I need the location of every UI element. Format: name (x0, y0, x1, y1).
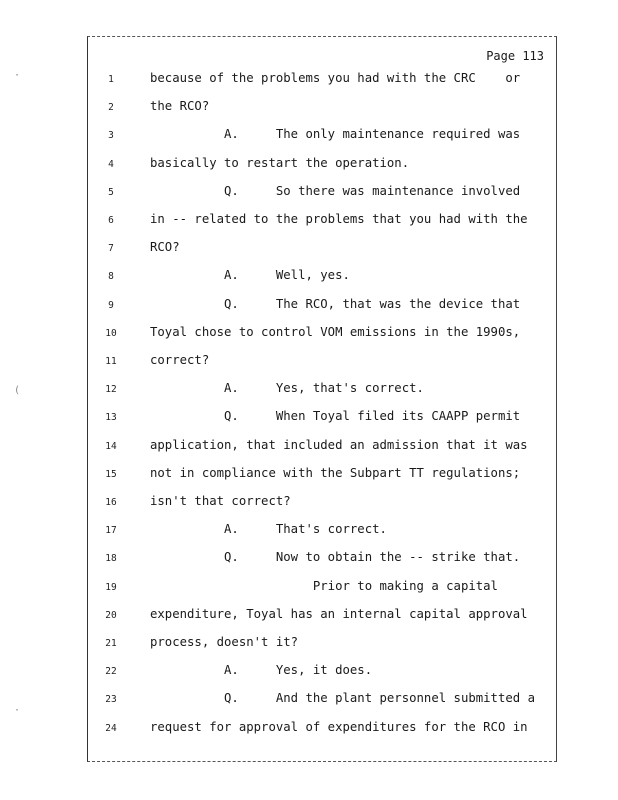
line-number: 8 (108, 271, 114, 283)
transcript-page (87, 36, 557, 762)
line-number: 6 (108, 215, 114, 226)
line-text: expenditure, Toyal has an internal capital approval (150, 606, 528, 621)
line-text: RCO? (150, 240, 180, 255)
line-text: A. That's correct. (150, 522, 387, 537)
line-number: 19 (105, 581, 117, 593)
transcript-line (88, 322, 556, 350)
transcript-line (88, 350, 556, 378)
line-number: 23 (105, 694, 117, 706)
line-number: 7 (108, 243, 114, 255)
transcript-line (88, 68, 556, 96)
transcript-line (88, 688, 556, 716)
scan-artifact-bottom: · (14, 705, 21, 716)
line-text: because of the problems you had with the CRC or (150, 71, 521, 85)
line-text: request for approval of expenditures for the RCO in (150, 719, 528, 734)
transcript-line (88, 237, 556, 265)
transcript-line (88, 717, 556, 745)
line-text: basically to restart the operation. (150, 155, 410, 170)
line-number: 18 (105, 553, 117, 565)
line-text: A. Well, yes. (150, 268, 350, 283)
transcript-line (88, 576, 556, 604)
line-number: 21 (105, 638, 117, 649)
line-number: 13 (105, 412, 117, 424)
transcript-line (88, 660, 556, 688)
line-text: Q. When Toyal filed its CAAPP permit (150, 409, 521, 424)
line-text: in -- related to the problems that you had with the (150, 212, 528, 226)
transcript-line (88, 519, 556, 547)
line-text: A. Yes, that's correct. (150, 381, 424, 396)
transcript-line (88, 378, 556, 406)
line-text: Q. So there was maintenance involved (150, 183, 521, 198)
line-number: 17 (105, 525, 117, 537)
transcript-line (88, 96, 556, 124)
line-text: A. Yes, it does. (150, 663, 373, 678)
transcript-line (88, 435, 556, 463)
transcript-line (88, 124, 556, 152)
line-text: application, that included an admission that it was (150, 437, 528, 452)
line-number: 20 (105, 609, 117, 621)
transcript-line (88, 265, 556, 293)
transcript-line (88, 632, 556, 660)
transcript-line (88, 294, 556, 322)
line-text: isn't that correct? (150, 494, 291, 508)
line-text: Q. And the plant personnel submitted a (150, 691, 535, 706)
line-number: 15 (105, 468, 117, 480)
line-number: 10 (105, 327, 117, 339)
scan-artifact-top: · (14, 70, 21, 81)
transcript-line (88, 406, 556, 434)
line-number: 22 (105, 666, 117, 678)
line-number: 11 (105, 356, 117, 367)
transcript-line (88, 181, 556, 209)
transcript-line (88, 491, 556, 519)
line-text: Prior to making a capital (150, 578, 498, 593)
line-number: 3 (108, 130, 114, 142)
line-text: Q. The RCO, that was the device that (150, 296, 521, 311)
transcript-line (88, 209, 556, 237)
line-number: 24 (105, 722, 117, 734)
scan-artifact-middle: ( (14, 385, 21, 396)
line-number: 12 (105, 384, 117, 396)
line-text: Q. Now to obtain the -- strike that. (150, 550, 521, 565)
line-number: 9 (108, 299, 114, 311)
transcript-line (88, 153, 556, 181)
line-number: 2 (108, 102, 114, 114)
line-text: process, doesn't it? (150, 635, 299, 649)
line-text: correct? (150, 353, 210, 367)
line-text: A. The only maintenance required was (150, 127, 521, 142)
line-text: not in compliance with the Subpart TT regulations; (150, 465, 521, 480)
transcript-line (88, 463, 556, 491)
line-text: the RCO? (150, 99, 210, 114)
line-number: 16 (105, 497, 117, 508)
page-number: Page 113 (486, 49, 544, 63)
line-number: 14 (105, 440, 117, 452)
transcript-line (88, 604, 556, 632)
line-number: 1 (108, 74, 114, 85)
line-text: Toyal chose to control VOM emissions in the 1990s, (150, 324, 521, 339)
line-number: 4 (108, 158, 114, 170)
transcript-line (88, 547, 556, 575)
line-number: 5 (108, 186, 114, 198)
